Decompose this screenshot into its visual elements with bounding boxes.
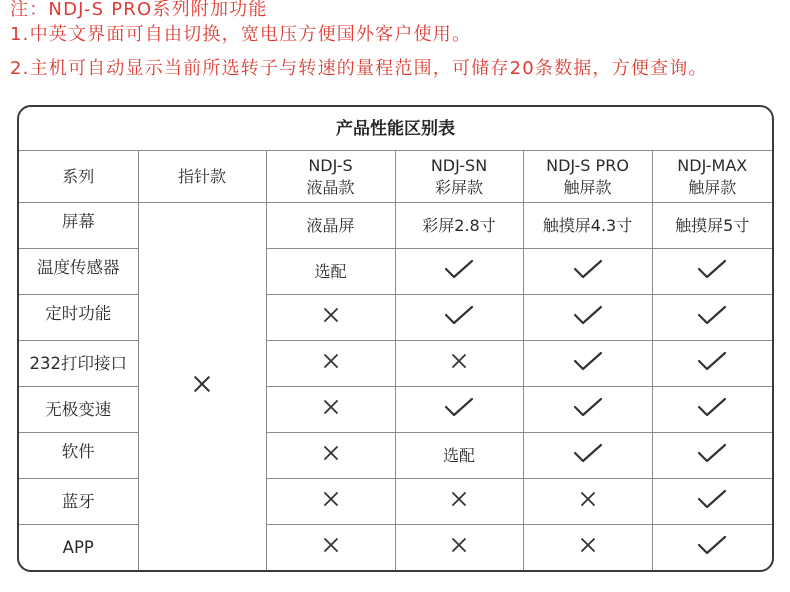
check-icon	[697, 396, 727, 424]
check-icon	[697, 442, 727, 470]
row-label: 无极变速	[19, 387, 138, 433]
cell-text: 选配	[314, 261, 347, 281]
table-cell	[266, 479, 395, 525]
cell-text: 触摸屏4.3寸	[542, 215, 633, 235]
table-cell	[266, 295, 395, 341]
table-title: 产品性能区别表	[19, 107, 772, 151]
table-cell	[652, 525, 772, 571]
column-header-type: 液晶款	[306, 177, 355, 197]
column-header-type: 彩屏款	[434, 177, 483, 197]
table-cell	[523, 295, 652, 341]
cross-icon	[580, 491, 596, 513]
cross-icon	[451, 353, 467, 375]
row-label: 软件	[19, 429, 138, 475]
column-header-type: 触屏款	[563, 177, 612, 197]
cross-icon	[323, 307, 339, 329]
check-icon	[573, 442, 603, 470]
row-label: 温度传感器	[19, 245, 138, 291]
cell-text: 液晶屏	[306, 215, 355, 235]
check-icon	[697, 258, 727, 286]
table-row	[19, 525, 772, 571]
table-cell	[523, 249, 652, 295]
cross-icon	[580, 537, 596, 559]
table-row	[19, 295, 772, 341]
cell-text: 触摸屏5寸	[675, 215, 750, 235]
row-label: 定时功能	[19, 291, 138, 337]
column-header	[138, 151, 266, 203]
table-cell	[395, 479, 523, 525]
table-cell	[652, 341, 772, 387]
column-header-type: 触屏款	[688, 177, 737, 197]
check-icon	[573, 396, 603, 424]
table-row	[19, 433, 772, 479]
table-cell	[266, 433, 395, 479]
table-cell	[523, 525, 652, 571]
table-cell	[523, 387, 652, 433]
cell-text: 彩屏2.8寸	[422, 215, 496, 235]
column-header-name: NDJ-S PRO	[546, 155, 629, 175]
column-header-name: NDJ-MAX	[677, 155, 748, 175]
cross-icon	[451, 537, 467, 559]
column-header	[266, 151, 395, 203]
comparison-table-frame	[17, 105, 774, 572]
column-header	[523, 151, 652, 203]
cross-icon	[323, 353, 339, 375]
table-cell	[652, 433, 772, 479]
column-header-name: 指针款	[177, 166, 226, 186]
cross-icon	[323, 491, 339, 513]
cross-icon	[451, 491, 467, 513]
table-cell	[523, 479, 652, 525]
check-icon	[697, 304, 727, 332]
table-row	[19, 249, 772, 295]
column-header	[19, 151, 138, 203]
table-cell	[395, 387, 523, 433]
column-header-name: NDJ-SN	[430, 155, 488, 175]
pointer-model-cell	[138, 203, 266, 571]
note-line-1: 1.中英文界面可自由切换，宽电压方便国外客户使用。	[10, 24, 472, 45]
cross-icon	[193, 375, 211, 399]
table-cell	[266, 203, 395, 249]
comparison-table	[19, 107, 772, 571]
column-header	[395, 151, 523, 203]
check-icon	[697, 488, 727, 516]
table-cell	[523, 341, 652, 387]
cross-icon	[323, 399, 339, 421]
note-header: 注：NDJ-S PRO系列附加功能	[10, 0, 268, 20]
check-icon	[444, 304, 474, 332]
cross-icon	[323, 537, 339, 559]
table-cell	[652, 479, 772, 525]
table-cell	[652, 203, 772, 249]
table-row	[19, 341, 772, 387]
column-header-name: NDJ-S	[308, 155, 353, 175]
table-cell	[266, 341, 395, 387]
cross-icon	[323, 445, 339, 467]
check-icon	[573, 304, 603, 332]
check-icon	[444, 258, 474, 286]
table-cell	[395, 433, 523, 479]
table-cell	[395, 295, 523, 341]
table-cell	[395, 341, 523, 387]
notes-section	[10, 0, 785, 82]
table-cell	[652, 249, 772, 295]
table-row	[19, 387, 772, 433]
check-icon	[573, 350, 603, 378]
table-cell	[523, 433, 652, 479]
row-label: APP	[19, 525, 138, 571]
table-cell	[395, 525, 523, 571]
cell-text: 选配	[442, 445, 475, 465]
table-cell	[266, 249, 395, 295]
check-icon	[444, 396, 474, 424]
table-row	[19, 203, 772, 249]
check-icon	[573, 258, 603, 286]
table-cell	[266, 387, 395, 433]
column-header-name: 系列	[62, 166, 95, 186]
row-label: 蓝牙	[19, 479, 138, 525]
row-label: 屏幕	[19, 199, 138, 245]
table-cell	[523, 203, 652, 249]
check-icon	[697, 534, 727, 562]
note-line-2: 2.主机可自动显示当前所选转子与转速的量程范围，可储存20条数据，方便查询。	[10, 58, 708, 79]
table-row	[19, 479, 772, 525]
column-header	[652, 151, 772, 203]
table-cell	[395, 203, 523, 249]
table-cell	[652, 387, 772, 433]
check-icon	[697, 350, 727, 378]
table-cell	[652, 295, 772, 341]
row-label: 232打印接口	[19, 341, 138, 387]
table-cell	[395, 249, 523, 295]
table-cell	[266, 525, 395, 571]
